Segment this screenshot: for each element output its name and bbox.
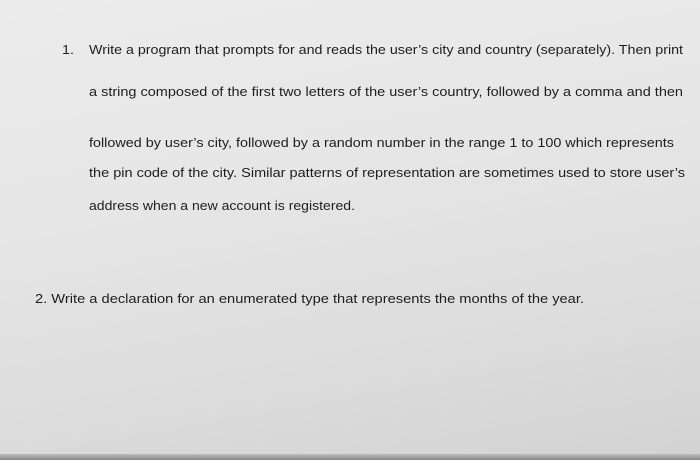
question-2-text: 2. Write a declaration for an enumerated type that represents the months of the year. (35, 291, 584, 306)
question-1-line: address when a new account is registered. (89, 198, 355, 213)
question-1-line: followed by user’s city, followed by a random number in the range 1 to 100 which represents (89, 135, 674, 150)
question-1-number: 1. (62, 42, 74, 57)
question-1-line: the pin code of the city. Similar patterns of representation are sometimes used to store user’s (89, 165, 685, 180)
question-1-line: a string composed of the first two letters of the user’s country, followed by a comma and then (89, 84, 683, 99)
question-1-line: Write a program that prompts for and reads the user’s city and country (separately). Then print (89, 42, 683, 57)
page-edge-shadow (0, 454, 700, 460)
